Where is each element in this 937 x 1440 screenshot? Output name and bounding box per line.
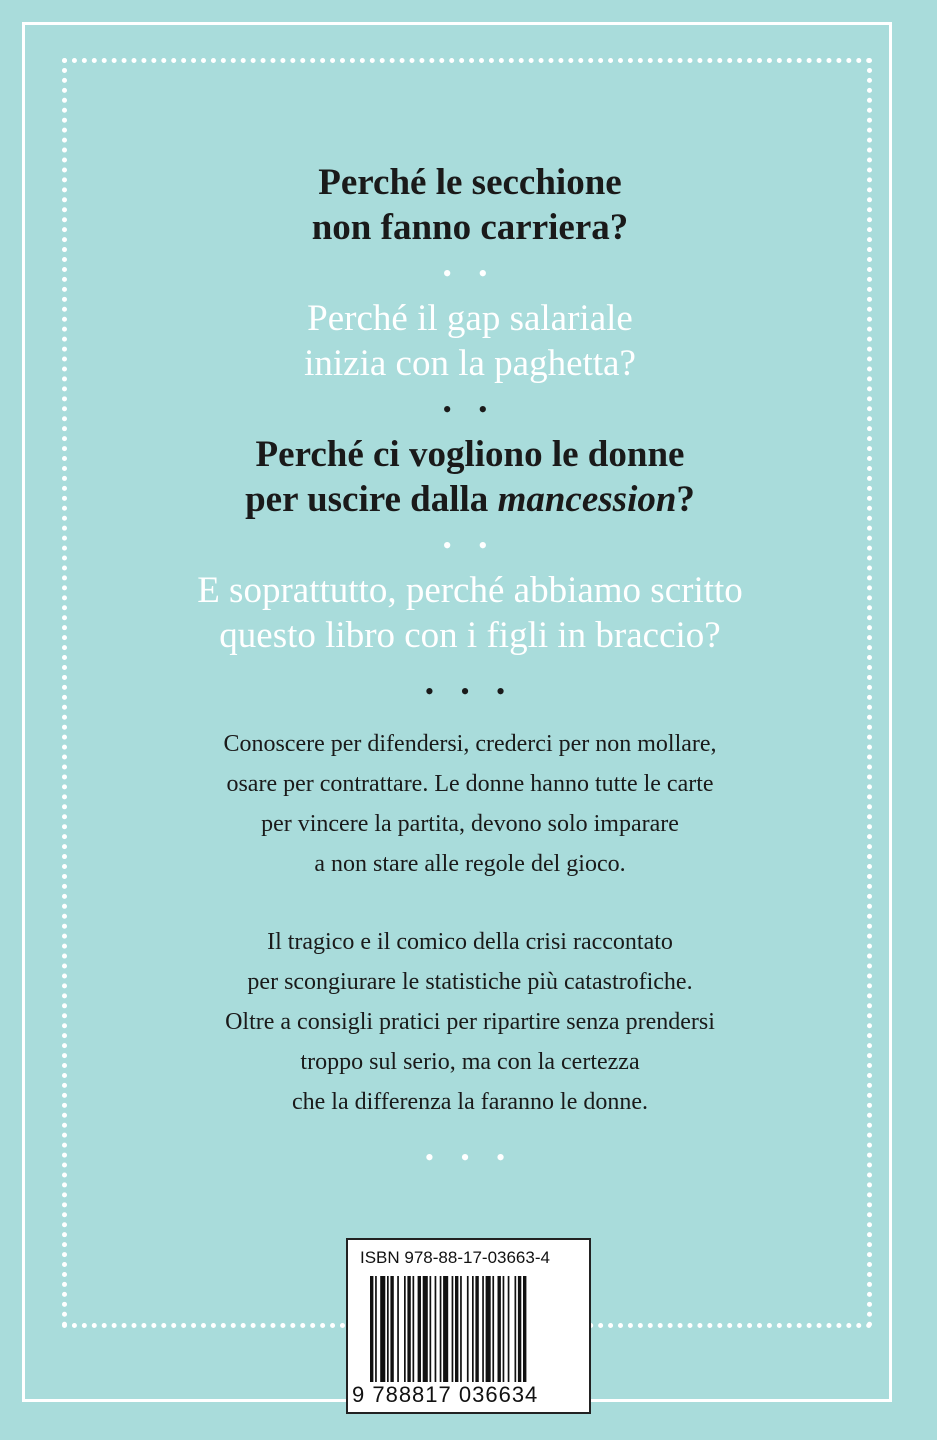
paragraph-2-line: che la differenza la faranno le donne. (291, 1089, 649, 1115)
barcode-bar (475, 1276, 478, 1382)
separator-dots: • • • (424, 677, 516, 706)
barcode-bar (418, 1276, 421, 1382)
paragraph-1-line: Conoscere per difendersi, crederci per non mollare, (223, 731, 717, 757)
question-1-line-1: Perché le secchione (318, 162, 622, 203)
question-1 (90, 160, 850, 250)
question-2 (90, 296, 850, 386)
paragraph-1-line: a non stare alle regole del gioco. (314, 851, 626, 877)
barcode-digits: 9 788817 036634 (352, 1382, 539, 1407)
barcode-bar (518, 1276, 521, 1382)
separator-dots: • • • (424, 1143, 516, 1172)
barcode-bar (375, 1276, 377, 1382)
barcode-label (346, 1238, 591, 1414)
separator-dots: • • (442, 259, 498, 288)
barcode-bar (452, 1276, 454, 1382)
barcode-bar (443, 1276, 448, 1382)
paragraph-1-line: osare per contrattare. Le donne hanno tutte le carte (226, 771, 714, 797)
question-4-line-2: questo libro con i figli in braccio? (219, 615, 721, 656)
barcode-bars (370, 1276, 582, 1382)
paragraph-2-line: Il tragico e il comico della crisi raccontato (267, 929, 673, 955)
barcode-bar (430, 1276, 432, 1382)
question-3-line-1: Perché ci vogliono le donne (255, 434, 685, 475)
paragraph-2-line: troppo sul serio, ma con la certezza (300, 1049, 640, 1075)
paragraph-2-line: Oltre a consigli pratici per ripartire senza prendersi (225, 1009, 715, 1035)
separator-dots: • • (442, 531, 498, 560)
barcode-bar (380, 1276, 385, 1382)
barcode-bar (413, 1276, 415, 1382)
barcode-bar (508, 1276, 510, 1382)
paragraph-1-line: per vincere la partita, devono solo imparare (261, 811, 679, 837)
cover-content (90, 160, 850, 1180)
question-4 (90, 568, 850, 658)
barcode-bar (486, 1276, 491, 1382)
isbn-text: ISBN 978-88-17-03663-4 (360, 1248, 550, 1267)
separator-dots: • • (442, 395, 498, 424)
question-3 (90, 432, 850, 522)
barcode-bar (407, 1276, 410, 1382)
barcode-bar (440, 1276, 442, 1382)
barcode-bar (455, 1276, 458, 1382)
barcode-bar (387, 1276, 389, 1382)
barcode-bar (523, 1276, 526, 1382)
barcode-bar (482, 1276, 484, 1382)
barcode-bar (467, 1276, 469, 1382)
barcode-bar (423, 1276, 428, 1382)
barcode-bar (472, 1276, 474, 1382)
question-2-line-1: Perché il gap salariale (307, 298, 633, 339)
barcode-bar (397, 1276, 399, 1382)
question-4-line-1: E soprattutto, perché abbiamo scritto (197, 570, 743, 611)
barcode-bar (498, 1276, 501, 1382)
barcode-bar (492, 1276, 494, 1382)
question-2-line-2: inizia con la paghetta? (304, 343, 636, 384)
barcode-bar (390, 1276, 393, 1382)
paragraph-2 (90, 922, 850, 1122)
question-3-line-2-italic: mancession (497, 479, 677, 520)
barcode-bar (503, 1276, 505, 1382)
barcode-bar (404, 1276, 406, 1382)
paragraph-1 (90, 724, 850, 884)
question-3-line-2-post: ? (676, 479, 695, 520)
paragraph-2-line: per scongiurare le statistiche più catastrofiche. (247, 969, 693, 995)
question-1-line-2: non fanno carriera? (311, 207, 629, 248)
barcode-bar (460, 1276, 462, 1382)
barcode-bar (515, 1276, 517, 1382)
barcode-bar (370, 1276, 373, 1382)
question-3-line-2-pre: per uscire dalla (245, 479, 498, 520)
barcode-bar (435, 1276, 437, 1382)
